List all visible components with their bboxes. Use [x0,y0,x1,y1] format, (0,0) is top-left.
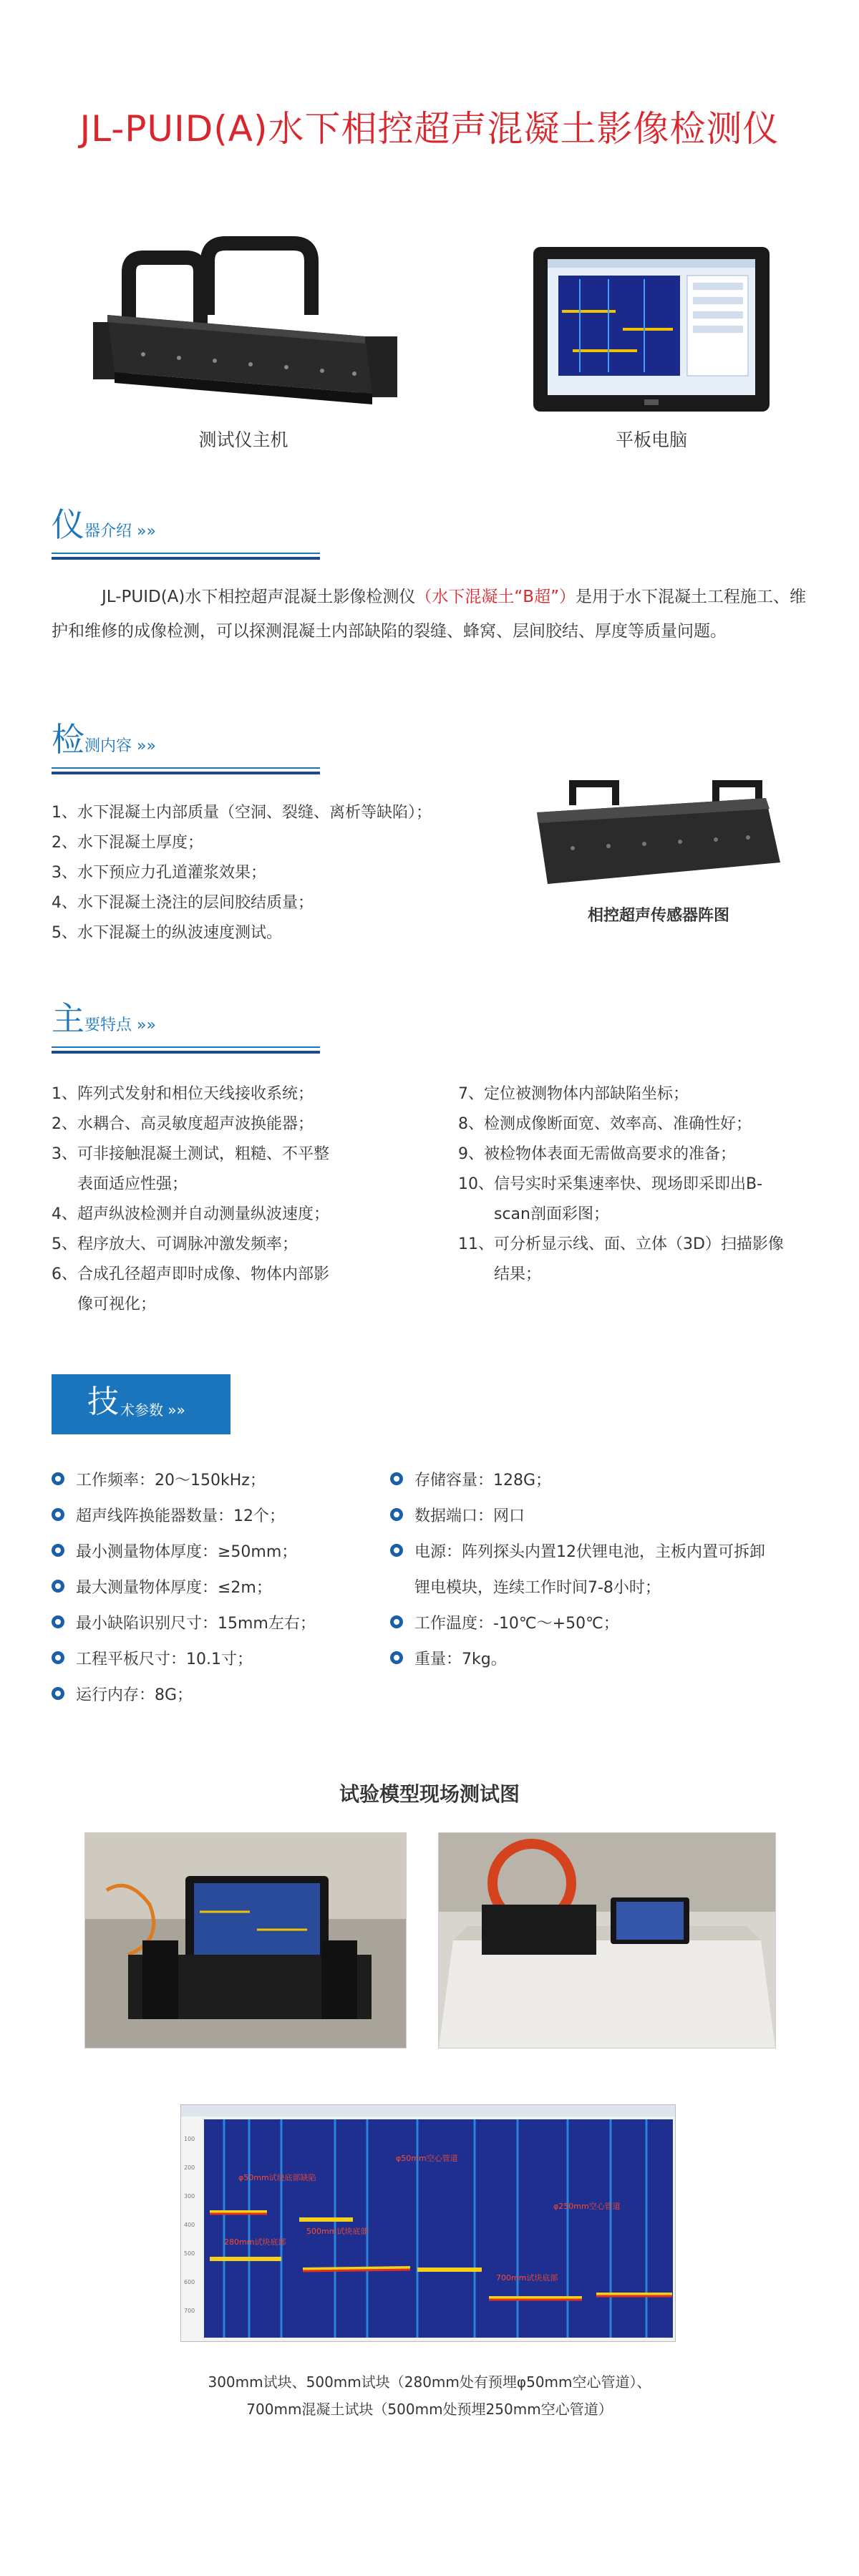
spec-item [390,1502,525,1532]
section-subtitle [84,521,156,543]
spec-item [390,1466,551,1496]
spec-item [52,1645,253,1675]
chevrons-icon: »» [137,523,156,540]
spec-text: 电源：阵列探头内置12伏锂电池，主板内置可拆卸 [414,1543,765,1561]
section-big-char: 检 [52,720,84,759]
svg-text:400: 400 [184,2222,195,2228]
bscan-label: φ250mm空心管道 [553,2202,621,2211]
bullet-icon [390,1472,403,1485]
spec-text: 存储容量：128G； [414,1472,552,1489]
section-subtitle [84,1015,156,1036]
section-big-char: 主 [52,999,84,1038]
test-section-title: 试验模型现场测试图 [339,1782,520,1806]
bscan-label: 280mm试块底部 [224,2237,286,2247]
detect-item: 2、水下混凝土厚度； [52,834,203,852]
tablet-caption: 平板电脑 [615,429,687,450]
svg-text:100: 100 [184,2136,195,2142]
feature-item: 结果； [494,1265,542,1283]
feature-item: 6、合成孔径超声即时成像、物体内部影 [52,1265,329,1283]
section-subtitle-text: 术参数 [120,1401,163,1419]
tablet-photo [530,243,773,415]
feature-item: 11、可分析显示线、面、立体（3D）扫描影像 [458,1235,784,1253]
feature-item: 5、程序放大、可调脉冲激发频率； [52,1235,298,1253]
spec-text: 运行内存：8G； [76,1686,193,1704]
spec-item [52,1681,193,1711]
section-subtitle [120,1399,185,1419]
svg-text:600: 600 [184,2279,195,2285]
spec-text: 重量：7kg。 [414,1651,507,1668]
intro-text-rest: 是用于水下混凝土工程施工、维护和维修的成像检测，可以探测混凝土内部缺陷的裂缝、蜂窝、层间胶结、厚度等质量问题。 [52,588,806,641]
section-subtitle-text: 器介绍 [84,523,132,540]
bullet-icon [52,1651,64,1664]
section-subtitle [84,736,156,757]
spec-item [390,1537,765,1568]
feature-item: 像可视化； [77,1296,157,1313]
svg-text:500: 500 [184,2250,195,2257]
detect-item: 4、水下混凝土浇注的层间胶结质量； [52,894,314,912]
intro-highlight: （水下混凝土“B超”） [415,588,576,606]
section-header-features [52,999,381,1081]
bullet-icon [390,1651,403,1664]
detect-item: 5、水下混凝土的纵波速度测试。 [52,924,282,942]
spec-item [390,1609,619,1639]
feature-item: 10、信号实时采集速率快、现场即采即出B- [458,1175,763,1193]
chevrons-icon: »» [137,1016,156,1034]
bscan-caption-line1: 300mm试块、500mm试块（280mm处有预埋φ50mm空心管道）、 [208,2373,651,2391]
section-big-char: 技 [87,1384,119,1420]
section-header-intro [52,505,381,587]
bscan-caption-line2: 700mm混凝土试块（500mm处预埋250mm空心管道） [246,2401,613,2418]
feature-item: 2、水耦合、高灵敏度超声波换能器； [52,1115,314,1133]
section-subtitle-text: 测内容 [84,737,132,755]
feature-item: scan剖面彩图； [494,1205,609,1223]
spec-text: 最小测量物体厚度：≥50mm； [76,1543,298,1561]
bullet-icon [52,1544,64,1557]
bullet-icon [52,1615,64,1628]
spec-text: 工程平板尺寸：10.1寸； [76,1651,253,1668]
bscan-label: 500mm试块底部 [306,2227,369,2236]
sensor-array-photo [530,762,787,891]
spec-text: 最大测量物体厚度：≤2m； [76,1579,272,1597]
bullet-icon [52,1580,64,1593]
bscan-result-image [180,2104,676,2342]
chevrons-icon: »» [168,1401,185,1419]
detect-item: 3、水下预应力孔道灌浆效果； [52,864,266,882]
field-test-photo-2 [438,1832,776,2048]
spec-text: 工作温度：-10℃～+50℃； [414,1615,619,1633]
spec-text: 最小缺陷识别尺寸：15mm左右； [76,1615,316,1633]
field-test-photo-1 [84,1832,407,2048]
bscan-label: 700mm试块底部 [496,2273,558,2283]
spec-text: 数据端口：网口 [414,1507,525,1525]
bullet-icon [390,1508,403,1521]
chevrons-icon: »» [137,737,156,755]
detect-item: 1、水下混凝土内部质量（空洞、裂缝、离析等缺陷）； [52,804,432,822]
spec-item [52,1609,316,1639]
bullet-icon [52,1508,64,1521]
feature-item: 9、被检物体表面无需做高要求的准备； [458,1145,736,1163]
feature-item: 8、检测成像断面宽、效率高、准确性好； [458,1115,752,1133]
bscan-label: φ50mm空心管道 [396,2154,458,2163]
intro-text: JL-PUID(A)水下相控超声混凝土影像检测仪 [102,588,416,606]
host-device-photo [79,229,408,422]
spec-item-continued: 锂电模块，连续工作时间7-8小时； [414,1579,661,1597]
feature-item: 7、定位被测物体内部缺陷坐标； [458,1085,689,1103]
host-device-caption: 测试仪主机 [198,429,288,450]
section-header-detect [52,720,381,802]
feature-item: 1、阵列式发射和相位天线接收系统； [52,1085,314,1103]
spec-item [52,1466,266,1496]
section-big-char: 仪 [52,505,84,544]
intro-paragraph [52,580,810,648]
sensor-caption: 相控超声传感器阵图 [587,907,729,925]
bullet-icon [52,1687,64,1700]
spec-item [52,1573,272,1603]
bullet-icon [390,1544,403,1557]
bullet-icon [390,1615,403,1628]
spec-text: 工作频率：20～150kHz； [76,1472,266,1489]
svg-text:300: 300 [184,2193,195,2200]
section-subtitle-text: 要特点 [84,1016,132,1034]
bullet-icon [52,1472,64,1485]
spec-item [52,1502,285,1532]
bscan-label: φ50mm试块底部缺陷 [238,2173,316,2182]
svg-text:200: 200 [184,2164,195,2171]
spec-item [52,1537,297,1568]
section-header-specs [52,1374,230,1434]
svg-text:700: 700 [184,2308,195,2314]
feature-item: 4、超声纵波检测并自动测量纵波速度； [52,1205,329,1223]
feature-item: 3、可非接触混凝土测试，粗糙、不平整 [52,1145,329,1163]
feature-item: 表面适应性强； [77,1175,188,1193]
page-title: JL-PUID(A)水下相控超声混凝土影像检测仪 [79,108,780,150]
spec-text: 超声线阵换能器数量：12个； [76,1507,285,1525]
spec-item [390,1645,507,1675]
